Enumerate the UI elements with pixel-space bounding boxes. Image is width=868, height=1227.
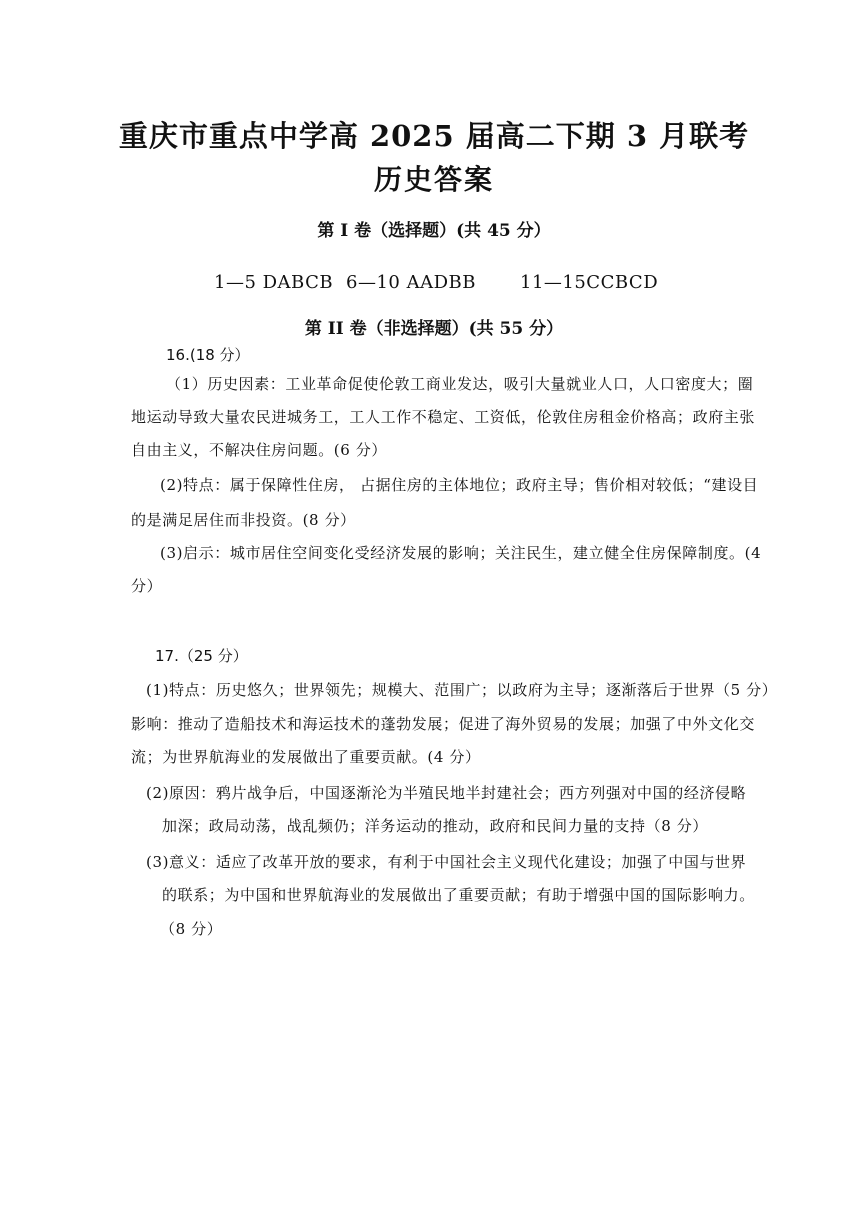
part2-heading: 第 II 卷（非选择题）(共 55 分） — [304, 319, 564, 339]
q17-line: (2)原因：鸦片战争后，中国逐渐沦为半殖民地半封建社会；西方列强对中国的经济侵略 — [146, 784, 747, 802]
q16-line: 地运动导致大量农民进城务工，工人工作不稳定、工资低，伦敦住房租金价格高；政府主张 — [131, 408, 756, 426]
q16-line: 的是满足居住而非投资。(8 分） — [131, 511, 356, 529]
q17-number: 17.（25 分） — [155, 647, 248, 665]
answer-group-2: 6—10 AADBB — [346, 272, 476, 293]
q17-line: 影响：推动了造船技术和海运技术的蓬勃发展；促进了海外贸易的发展；加强了中外文化交 — [131, 715, 756, 733]
q17-line: (1)特点：历史悠久；世界领先；规模大、范围广；以政府为主导；逐渐落后于世界（5 分） — [146, 681, 778, 699]
answer-group-1: 1—5 DABCB — [214, 272, 334, 293]
q16-number: 16.(18 分） — [166, 346, 250, 364]
document-title: 重庆市重点中学高 2025 届高二下期 3 月联考 — [118, 119, 750, 153]
q16-line: 分） — [131, 577, 163, 595]
q17-line: 流；为世界航海业的发展做出了重要贡献。(4 分） — [131, 748, 481, 766]
q17-line: 的联系；为中国和世界航海业的发展做出了重要贡献；有助于增强中国的国际影响力。 — [162, 886, 755, 904]
answer-group-3: 11—15CCBCD — [520, 272, 659, 293]
q16-line: (2)特点：属于保障性住房， 占据住房的主体地位；政府主导；售价相对较低；“建设目 — [160, 476, 759, 494]
q17-line: (3)意义：适应了改革开放的要求，有利于中国社会主义现代化建设；加强了中国与世界 — [146, 853, 747, 871]
q17-line: （8 分） — [160, 920, 223, 938]
q16-line: 自由主义，不解决住房问题。(6 分） — [131, 441, 387, 459]
q17-line: 加深；政局动荡，战乱频仍；洋务运动的推动，政府和民间力量的支持（8 分） — [162, 817, 708, 835]
q16-line: (3)启示：城市居住空间变化受经济发展的影响；关注民生，建立健全住房保障制度。(4 — [160, 544, 762, 562]
q16-line: （1）历史因素：工业革命促使伦敦工商业发达，吸引大量就业人口，人口密度大；圈 — [166, 375, 754, 393]
document-subtitle: 历史答案 — [373, 163, 494, 196]
part1-heading: 第 I 卷（选择题）(共 45 分） — [317, 221, 551, 241]
